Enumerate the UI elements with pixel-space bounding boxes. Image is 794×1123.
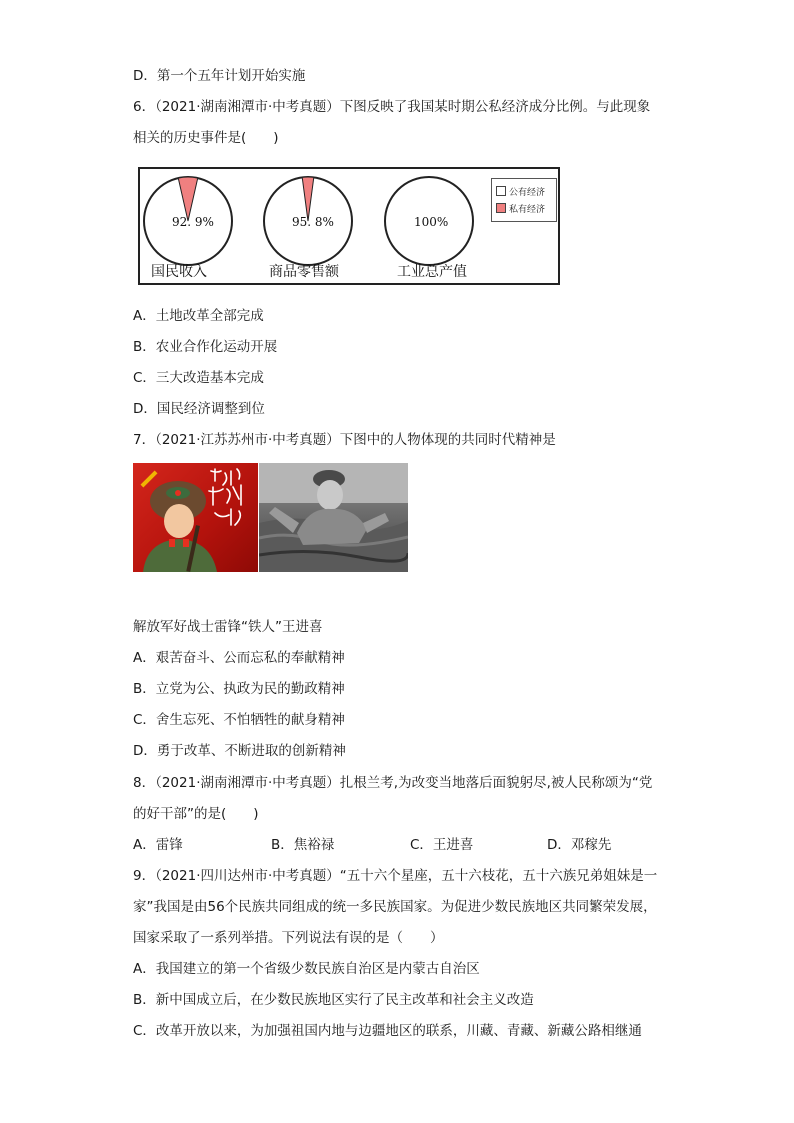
q7-caption: 解放军好战士雷锋“铁人”王进喜 [133, 619, 323, 635]
worker-face [317, 480, 343, 510]
q9-stem-line3: 国家采取了一系列举措。下列说法有误的是（ ） [133, 930, 444, 946]
legend-label-public: 公有经济 [509, 188, 546, 198]
q8-option-c: C．王进喜 [410, 837, 474, 853]
q6-stem-line2: 相关的历史事件是( ) [133, 130, 279, 146]
legend-label-private: 私有经济 [509, 205, 546, 215]
photo-lei-feng [133, 463, 258, 572]
face [164, 504, 194, 538]
q9-option-b: B．新中国成立后，在少数民族地区实行了民主改革和社会主义改造 [133, 992, 534, 1008]
legend-item-public [496, 186, 545, 199]
q7-option-a: A．艰苦奋斗、公而忘私的奉献精神 [133, 650, 345, 666]
q6-stem-line1: 6．（2021·湖南湘潭市·中考真题）下图反映了我国某时期公私经济成分比例。与此现象 [133, 99, 651, 115]
q6-option-b: B．农业合作化运动开展 [133, 339, 278, 355]
q9-option-a: A．我国建立的第一个省级少数民族自治区是内蒙古自治区 [133, 961, 480, 977]
q6-option-a: A．土地改革全部完成 [133, 308, 264, 324]
q7-stem: 7．（2021·江苏苏州市·中考真题）下图中的人物体现的共同时代精神是 [133, 432, 556, 448]
pie-value-2: 95. 8% [292, 215, 334, 229]
q6-option-d: D．国民经济调整到位 [133, 401, 265, 417]
pie-label-1: 国民收入 [151, 264, 207, 280]
pie-label-3: 工业总产值 [397, 264, 467, 280]
chart-legend [491, 178, 557, 222]
pie-chart-figure [138, 167, 560, 285]
legend-swatch-public [496, 186, 506, 196]
pie-value-3: 100% [414, 215, 449, 229]
q5-option-d: D．第一个五年计划开始实施 [133, 68, 306, 84]
uniform [143, 539, 217, 572]
q7-option-c: C．舍生忘死、不怕牺牲的献身精神 [133, 712, 345, 728]
q8-stem-line1: 8．（2021·湖南湘潭市·中考真题）扎根兰考,为改变当地落后面貌躬尽,被人民称颂为“党 [133, 775, 653, 791]
q8-stem-line2: 的好干部”的是( ) [133, 806, 259, 822]
legend-item-private [496, 203, 545, 216]
q8-option-a: A．雷锋 [133, 837, 183, 853]
q9-stem-line1: 9．（2021·四川达州市·中考真题）“五十六个星座，五十六枝花，五十六族兄弟姐妹是一 [133, 868, 658, 884]
pie-label-2: 商品零售额 [269, 264, 339, 280]
pie-value-1: 92. 9% [172, 215, 214, 229]
q7-option-b: B．立党为公、执政为民的勤政精神 [133, 681, 345, 697]
calligraphy-strokes [209, 469, 241, 525]
q6-option-c: C．三大改造基本完成 [133, 370, 264, 386]
photo-wang-jinxi [259, 463, 408, 572]
q7-option-d: D．勇于改革、不断进取的创新精神 [133, 743, 346, 759]
worker-body [297, 509, 367, 545]
legend-swatch-private [496, 203, 506, 213]
q8-option-d: D．邓稼先 [547, 837, 612, 853]
q8-option-b: B．焦裕禄 [271, 837, 335, 853]
q9-stem-line2: 家”我国是由56个民族共同组成的统一多民族国家。为促进少数民族地区共同繁荣发展， [133, 899, 657, 915]
q9-option-c: C．改革开放以来，为加强祖国内地与边疆地区的联系，川藏、青藏、新藏公路相继通 [133, 1023, 642, 1039]
star-icon [175, 490, 181, 496]
